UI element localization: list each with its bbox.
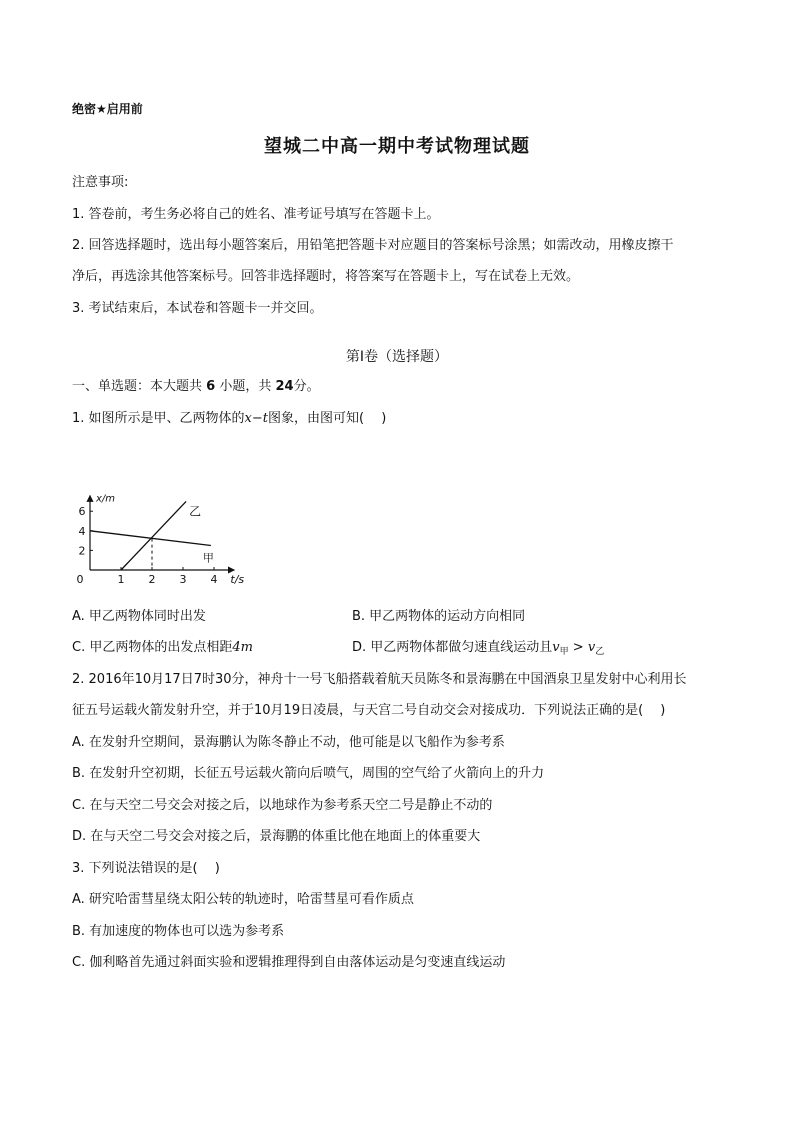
- q3-option-a: A. 研究哈雷彗星绕太阳公转的轨迹时，哈雷彗星可看作质点: [72, 892, 414, 907]
- x-axis-label: t/s: [230, 573, 245, 586]
- y-axis-label: x/m: [96, 493, 116, 505]
- notice-item-3: 3. 考试结束后，本试卷和答题卡一并交回。: [72, 301, 323, 316]
- part-heading: [72, 378, 320, 396]
- x-tick-label: 2: [148, 573, 156, 586]
- q1-option-d-text: D. 甲乙两物体都做匀速直线运动且: [352, 640, 553, 655]
- q1-stem-var: x−t: [244, 411, 268, 426]
- q1-stem-text: 1. 如图所示是甲、乙两物体的: [72, 411, 245, 426]
- part-prefix: 一、单选题：本大题共: [72, 379, 203, 394]
- q1-option-d-gt: >: [568, 640, 588, 655]
- x-tick-label: 4: [210, 573, 218, 586]
- q1-option-c: [72, 639, 253, 657]
- y-tick-label: 6: [78, 505, 86, 519]
- q1-option-d-v2: v: [587, 640, 596, 655]
- q1-option-a: A. 甲乙两物体同时出发: [72, 609, 206, 624]
- series-label-jia: 甲: [202, 551, 214, 565]
- q2-stem-line2: 征五号运载火箭发射升空，并于10月19日凌晨，与天宫二号自动交会对接成功．下列说法正确的是( ): [72, 703, 666, 718]
- part-count: 6: [206, 379, 216, 394]
- q1-option-c-value: 4m: [232, 640, 253, 655]
- series-label-yi: 乙: [189, 504, 202, 519]
- q1-option-c-text: C. 甲乙两物体的出发点相距: [72, 640, 233, 655]
- q1-stem-end: 图象，由图可知( ): [268, 411, 387, 426]
- notice-item-1: 1. 答卷前，考生务必将自己的姓名、准考证号填写在答题卡上。: [72, 207, 440, 222]
- q3-option-b: B. 有加速度的物体也可以选为参考系: [72, 924, 285, 939]
- q1-option-d-sub2: 乙: [595, 647, 605, 657]
- notice-item-2-cont: 净后，再选涂其他答案标号。回答非选择题时，将答案写在答题卡上，写在试卷上无效。: [72, 269, 580, 284]
- secret-mark: 绝密★启用前: [72, 102, 143, 116]
- q1-xt-graph: [70, 440, 260, 590]
- x-tick-label: 1: [117, 573, 125, 586]
- y-tick-label: 4: [78, 524, 86, 538]
- q2-option-a: A. 在发射升空期间，景海鹏认为陈冬静止不动，他可能是以飞船作为参考系: [72, 735, 505, 750]
- page-title: 望城二中高一期中考试物理试题: [264, 136, 530, 157]
- q1-option-d: [352, 639, 604, 661]
- q2-option-c: C. 在与天空二号交会对接之后，以地球作为参考系天空二号是静止不动的: [72, 798, 493, 813]
- x-tick-label: 0: [76, 573, 84, 586]
- q3-option-c: C. 伽利略首先通过斜面实验和逻辑推理得到自由落体运动是匀变速直线运动: [72, 955, 506, 970]
- q2-option-d: D. 在与天空二号交会对接之后，景海鹏的体重比他在地面上的体重要大: [72, 829, 481, 844]
- q1-option-b: B. 甲乙两物体的运动方向相同: [352, 609, 526, 624]
- q1-option-d-v1: v: [552, 640, 560, 655]
- notice-item-2: 2. 回答选择题时，选出每小题答案后，用铅笔把答题卡对应题目的答案标号涂黑；如需改动，用橡皮擦干: [72, 238, 674, 253]
- y-tick-label: 2: [78, 544, 86, 558]
- x-tick-label: 3: [179, 573, 187, 586]
- part-suffix: 分。: [293, 379, 320, 394]
- q3-stem: 3. 下列说法错误的是( ): [72, 861, 220, 876]
- part-mid: 小题，共: [219, 379, 272, 394]
- q1-stem: [72, 410, 386, 428]
- q2-stem-line1: 2. 2016年10月17日7时30分，神舟十一号飞船搭载着航天员陈冬和景海鹏在中国酒泉卫星发射中心利用长: [72, 672, 687, 687]
- part-score: 24: [275, 379, 294, 394]
- notice-heading: 注意事项:: [72, 175, 129, 190]
- section-title: 第Ⅰ卷（选择题）: [345, 349, 449, 365]
- q2-option-b: B. 在发射升空初期，长征五号运载火箭向后喷气，周围的空气给了火箭向上的升力: [72, 766, 545, 781]
- q1-option-d-sub1: 甲: [559, 647, 569, 657]
